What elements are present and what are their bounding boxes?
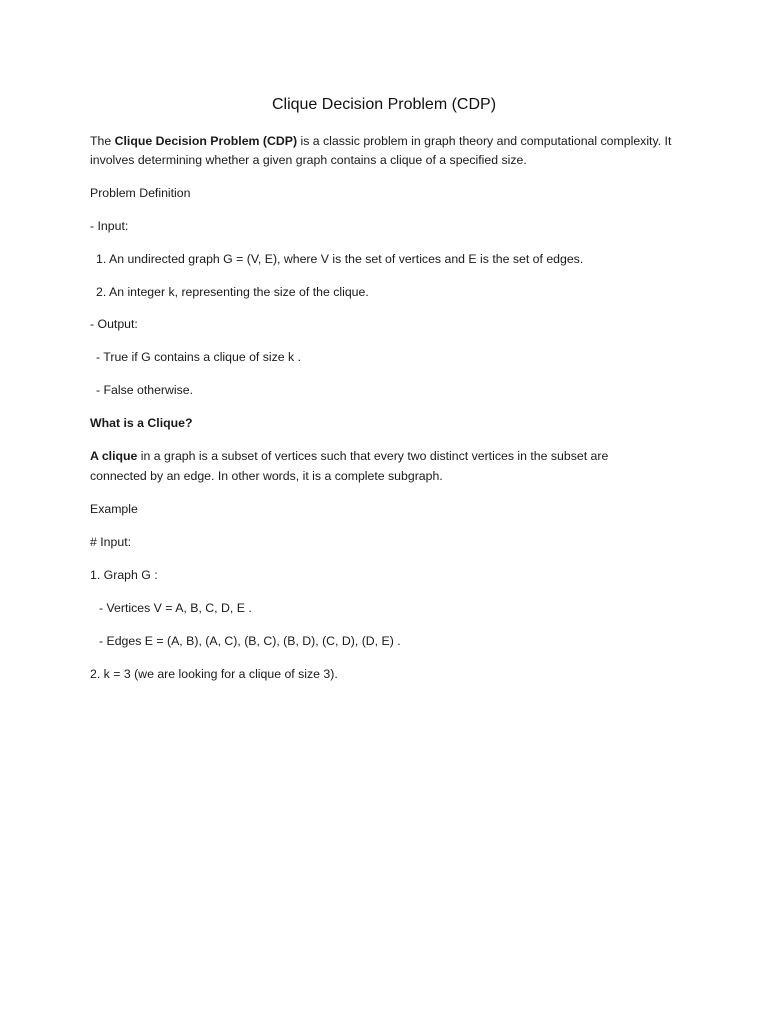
output-item-2: - False otherwise. xyxy=(96,383,194,397)
k-line: 2. k = 3 (we are looking for a clique of size 3). xyxy=(90,667,338,681)
intro-line-2: involves determining whether a given graph contains a clique of a specified size. xyxy=(90,153,527,167)
page-title: Clique Decision Problem (CDP) xyxy=(271,96,497,113)
clique-def-bold-term: A clique xyxy=(90,449,138,463)
clique-def-line-1-rest: in a graph is a subset of vertices such that every two distinct vertices in the subset are xyxy=(137,449,609,463)
intro-line-1 xyxy=(90,131,671,151)
vertices-line: - Vertices V = A, B, C, D, E . xyxy=(99,601,252,615)
clique-def-line-1 xyxy=(90,446,608,466)
what-is-clique-heading: What is a Clique? xyxy=(90,416,193,430)
problem-definition-heading: Problem Definition xyxy=(90,186,191,200)
clique-def-line-2: connected by an edge. In other words, it is a complete subgraph. xyxy=(90,469,443,483)
input-item-1: 1. An undirected graph G = (V, E), where V is the set of vertices and E is the set of edges. xyxy=(96,252,584,266)
example-input-label: # Input: xyxy=(90,535,132,549)
output-label: - Output: xyxy=(90,317,138,331)
input-label: - Input: xyxy=(90,219,129,233)
intro-prefix: The xyxy=(90,134,115,148)
graph-label: 1. Graph G : xyxy=(90,568,158,582)
output-item-1: - True if G contains a clique of size k . xyxy=(96,350,302,364)
example-heading: Example xyxy=(90,502,138,516)
intro-bold-term: Clique Decision Problem (CDP) xyxy=(114,134,298,148)
input-item-2: 2. An integer k, representing the size of the clique. xyxy=(96,285,369,299)
edges-line: - Edges E = (A, B), (A, C), (B, C), (B, D), (C, D), (D, E) . xyxy=(99,634,401,648)
intro-line-1-rest: is a classic problem in graph theory and computational complexity. It xyxy=(297,134,672,148)
